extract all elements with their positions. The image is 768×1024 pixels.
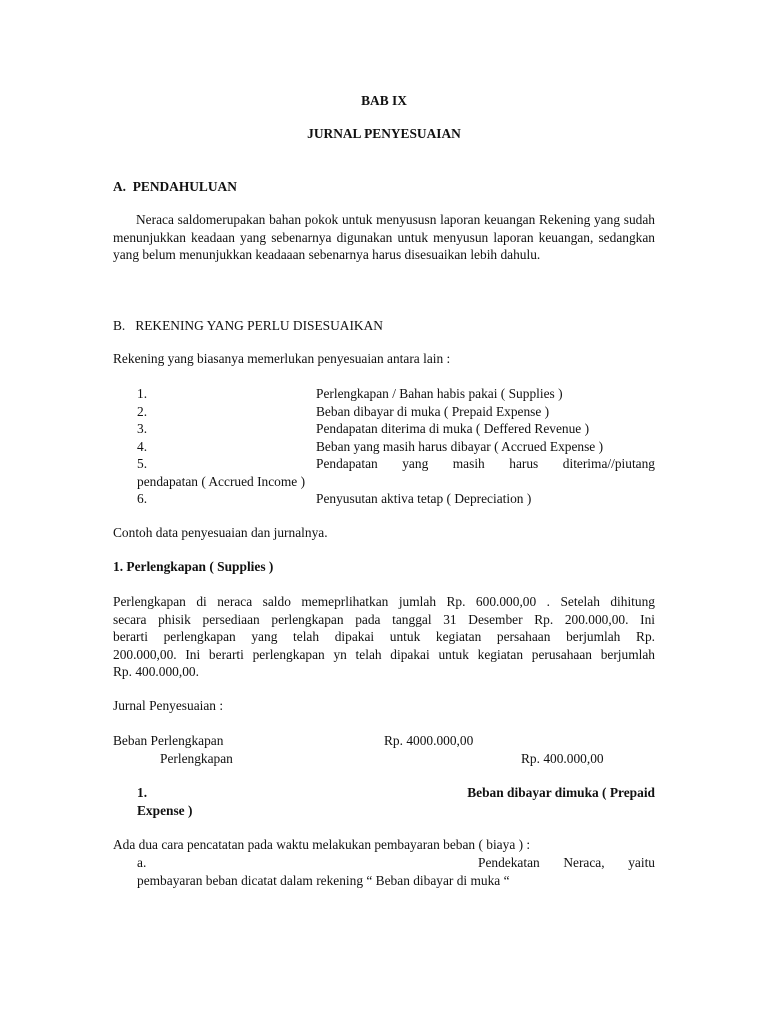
list-item-text: Beban yang masih harus dibayar ( Accrued Expense ): [316, 438, 604, 454]
item-a-label: a.: [137, 855, 147, 870]
item-a-continuation: pembayaran beban dicatat dalam rekening “ Beban dibayar di muka “: [137, 872, 510, 888]
section-a-paragraph: Neraca saldomerupakan bahan pokok untuk menyususn laporan keuangan Rekening yang sudah menunjukkan keadaan yang sebenarnya digunakan untuk menyusun laporan keuangan, sedangkan yang belum menunjukkan keadaaan sebenarnya harus disesuaikan lebih dahulu.: [113, 212, 655, 262]
debit-account: Beban Perlengkapan: [113, 733, 224, 748]
paragraph-line: Rp. 400.000,00.: [113, 664, 199, 679]
list-item-number: 1.: [137, 386, 148, 401]
supplies-paragraph: [113, 593, 655, 681]
prepaid-item-a: [0, 854, 768, 890]
list-item-text: Perlengkapan / Bahan habis pakai ( Supplies ): [316, 386, 563, 401]
credit-account: Perlengkapan: [160, 750, 233, 766]
section-a-heading: A. PENDAHULUAN: [113, 179, 237, 194]
journal-entry: [0, 732, 768, 768]
list-item-text: Beban dibayar di muka ( Prepaid Expense ): [316, 403, 550, 419]
paragraph-line: 200.000,00. Ini berarti perlengkapan yn telah dipakai untuk kegiatan perusahaan berjumlah: [113, 646, 655, 662]
prepaid-heading-text: Beban dibayar dimuka ( Prepaid: [467, 785, 655, 800]
document-title: JURNAL PENYESUAIAN: [307, 126, 461, 141]
prepaid-heading-continuation: Expense ): [137, 802, 193, 818]
list-item-number: 4.: [137, 438, 148, 454]
journal-label: Jurnal Penyesuaian :: [113, 698, 224, 713]
section-b-intro: Rekening yang biasanya memerlukan penyesuaian antara lain :: [113, 351, 451, 366]
example-intro: Contoh data penyesuaian dan jurnalnya.: [113, 525, 328, 540]
list-item-text: Pendapatan yang masih harus diterima//piutang: [316, 456, 655, 471]
item-a-text: Pendekatan Neraca, yaitu: [478, 855, 655, 870]
credit-amount: Rp. 400.000,00: [521, 750, 604, 766]
chapter-title: BAB IX: [361, 93, 407, 108]
supplies-heading: 1. Perlengkapan ( Supplies ): [113, 559, 274, 574]
list-item-continuation: pendapatan ( Accrued Income ): [137, 473, 306, 489]
list-item-number: 3.: [137, 421, 148, 436]
section-b-heading: B. REKENING YANG PERLU DISESUAIKAN: [113, 318, 383, 333]
list-item-text: Pendapatan diterima di muka ( Deffered Revenue ): [316, 421, 590, 436]
prepaid-heading-number: 1.: [137, 785, 148, 800]
list-item-number: 6.: [137, 491, 148, 506]
paragraph-line: Perlengkapan di neraca saldo memeprlihatkan jumlah Rp. 600.000,00 . Setelah dihitung: [113, 594, 655, 609]
prepaid-intro: Ada dua cara pencatatan pada waktu melakukan pembayaran beban ( biaya ) :: [113, 837, 531, 852]
adjustment-list: [0, 385, 768, 510]
list-item-number: 5.: [137, 456, 148, 471]
list-item-text: Penyusutan aktiva tetap ( Depreciation ): [316, 491, 532, 506]
paragraph-line: berarti perlengkapan yang telah dipakai untuk kegiatan persahaan berjumlah Rp.: [113, 629, 655, 644]
debit-amount: Rp. 4000.000,00: [384, 733, 474, 748]
prepaid-heading: [0, 784, 768, 820]
paragraph-line: secara phisik persediaan perlengkapan pada tanggal 31 Desember Rp. 200.000,00. Ini: [113, 611, 655, 627]
list-item-number: 2.: [137, 403, 148, 419]
